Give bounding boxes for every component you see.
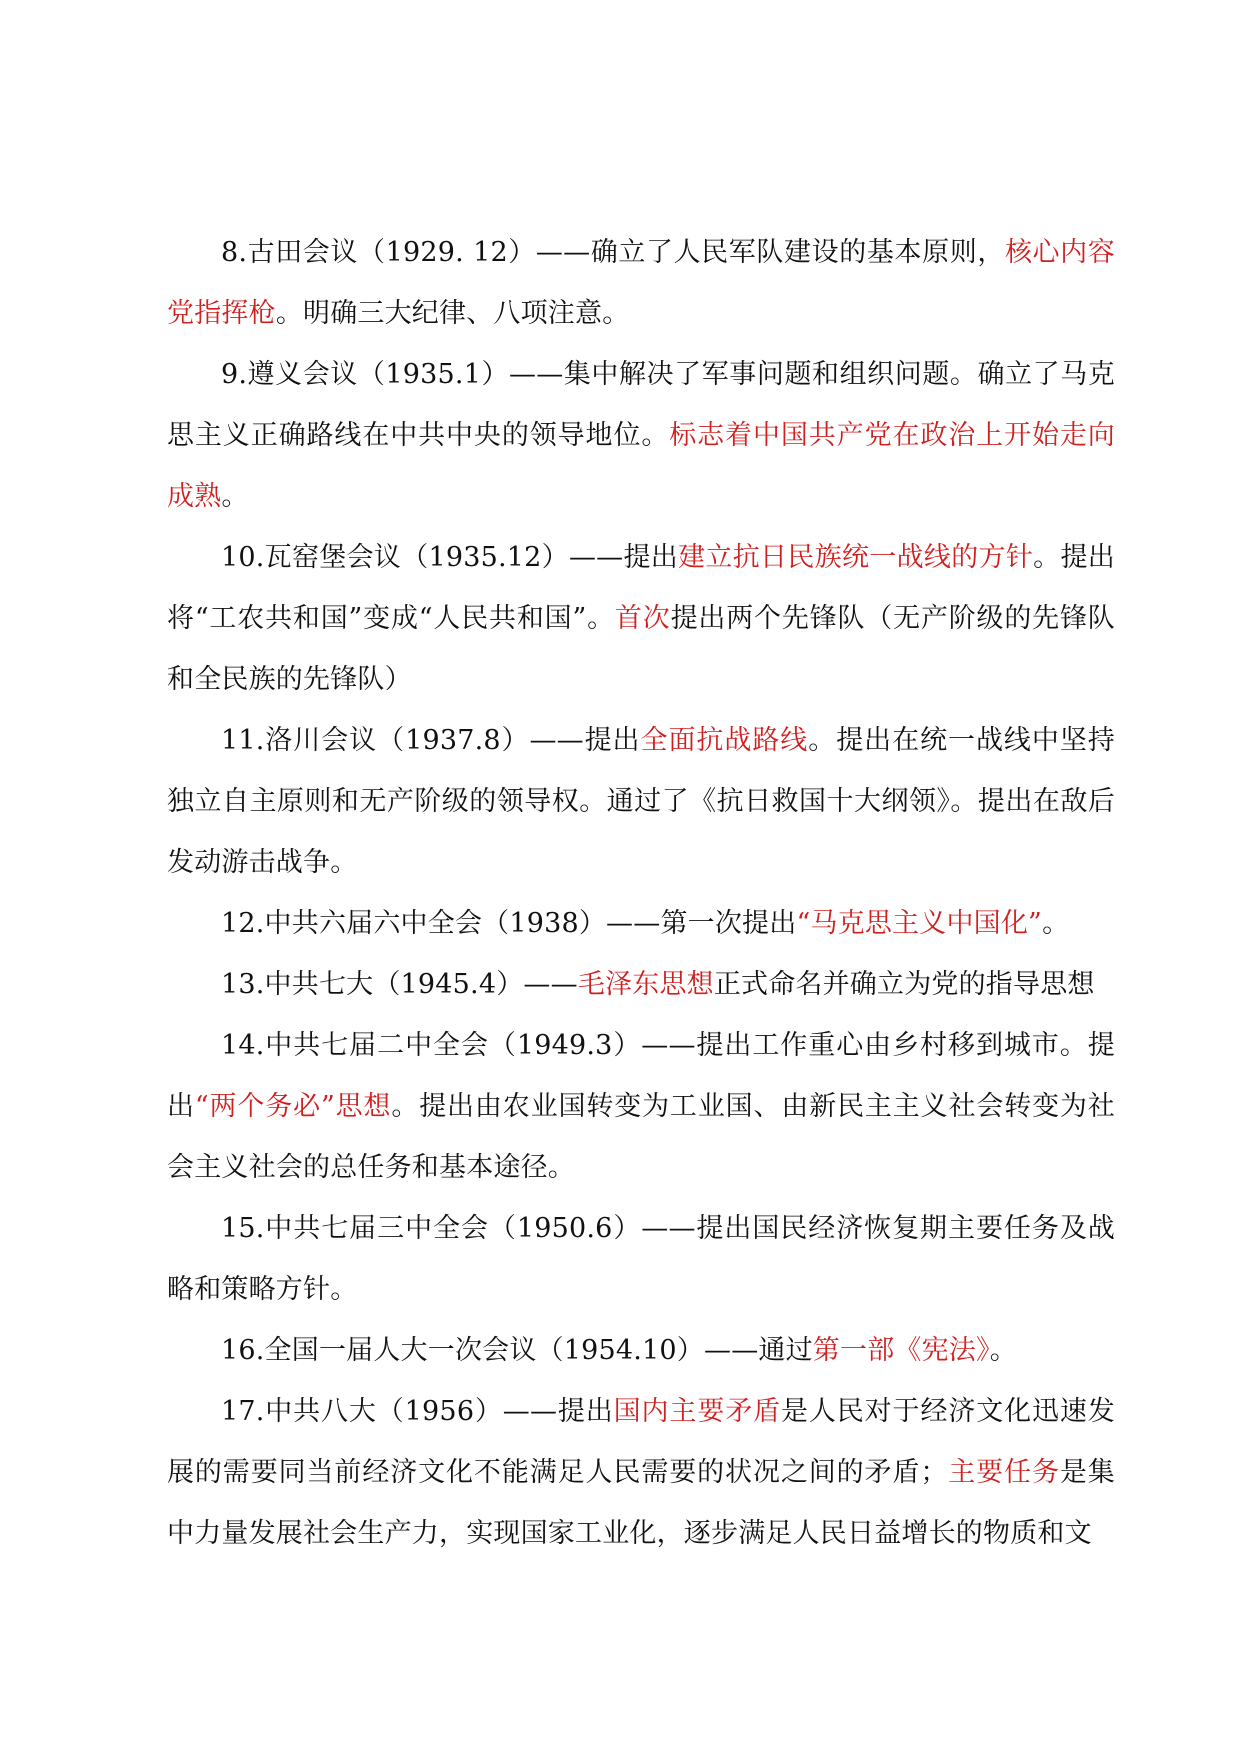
paragraph-9 <box>167 344 1115 527</box>
text-segment: 16.全国一届人大一次会议（1954.10）——通过 <box>221 1335 813 1366</box>
text-segment: 8.古田会议（1929. 12）——确立了人民军队建设的基本原则， <box>221 237 1005 268</box>
text-segment: 11.洛川会议（1937.8）——提出 <box>221 725 641 756</box>
paragraph-11 <box>167 710 1115 893</box>
text-segment: 15.中共七届三中全会（1950.6）——提出国民经济恢复期主要任务及战略和策略方针。 <box>167 1213 1115 1305</box>
text-segment: 。 <box>989 1335 1017 1366</box>
text-segment: 。 <box>1042 908 1070 939</box>
document-body <box>167 222 1115 1564</box>
highlight-segment: 核心内容党指挥枪 <box>167 237 1115 329</box>
text-segment: 提出两个先锋队（无产阶级的先锋队和全民族的先锋队） <box>167 603 1116 695</box>
highlight-segment: 毛泽东思想 <box>577 969 714 1000</box>
text-segment: 17.中共八大（1956）——提出 <box>221 1396 614 1427</box>
paragraph-15 <box>167 1198 1115 1320</box>
highlight-segment: 建立抗日民族统一战线的方针 <box>678 542 1034 573</box>
paragraph-8 <box>167 222 1115 344</box>
text-segment: 14.中共七届二中全会（1949.3）——提出工作重心由乡村移到城市。提出 <box>167 1030 1115 1122</box>
text-segment: 。提出将“工农共和国”变成“人民共和国”。 <box>167 542 1115 634</box>
text-segment: 是人民对于经济文化迅速发展的需要同当前经济文化不能满足人民需要的状况之间的矛盾； <box>167 1396 1115 1488</box>
text-segment: 。提出在统一战线中坚持独立自主原则和无产阶级的领导权。通过了《抗日救国十大纲领》。提出在敌后发动游击战争。 <box>167 725 1115 878</box>
paragraph-12 <box>167 893 1115 954</box>
text-segment: 。 <box>221 481 249 512</box>
paragraph-13 <box>167 954 1115 1015</box>
paragraph-17 <box>167 1381 1115 1564</box>
text-segment: 是集中力量发展社会生产力，实现国家工业化，逐步满足人民日益增长的物质和文 <box>167 1457 1115 1549</box>
text-segment: 9.遵义会议（1935.1）——集中解决了军事问题和组织问题。确立了马克思主义正确路线在中共中央的领导地位。 <box>167 359 1115 451</box>
highlight-segment: 国内主要矛盾 <box>613 1396 781 1427</box>
highlight-segment: “两个务必”思想 <box>194 1091 392 1122</box>
text-segment: 正式命名并确立为党的指导思想 <box>713 969 1095 1000</box>
text-segment: 。明确三大纪律、八项注意。 <box>275 298 630 329</box>
highlight-segment: 标志着中国共产党在政治上开始走向成熟 <box>167 420 1115 512</box>
highlight-segment: “马克思主义中国化” <box>796 908 1043 939</box>
paragraph-10 <box>167 527 1115 710</box>
paragraph-16 <box>167 1320 1115 1381</box>
text-segment: 13.中共七大（1945.4）—— <box>221 969 578 1000</box>
highlight-segment: 第一部《宪法》 <box>812 1335 990 1366</box>
text-segment: 10.瓦窑堡会议（1935.12）——提出 <box>221 542 679 573</box>
highlight-segment: 主要任务 <box>947 1457 1060 1488</box>
text-segment: 12.中共六届六中全会（1938）——第一次提出 <box>221 908 797 939</box>
highlight-segment: 首次 <box>614 603 671 634</box>
paragraph-14 <box>167 1015 1115 1198</box>
text-segment: 。提出由农业国转变为工业国、由新民主主义社会转变为社会主义社会的总任务和基本途径。 <box>167 1091 1115 1183</box>
highlight-segment: 全面抗战路线 <box>640 725 809 756</box>
